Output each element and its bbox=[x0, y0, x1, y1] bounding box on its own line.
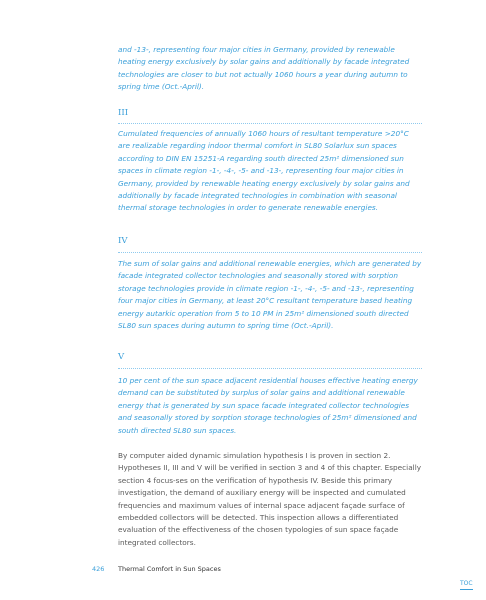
section-divider bbox=[118, 368, 422, 369]
section-numeral-v: V bbox=[118, 352, 125, 362]
section-divider bbox=[118, 252, 422, 253]
page-number: 426 bbox=[92, 565, 105, 573]
section-numeral-iv: IV bbox=[118, 236, 128, 246]
body-paragraph: By computer aided dynamic simulation hypothesis I is proven in section 2. Hypotheses II, III and V will be verified in section 3 and 4 of this chapter. Especially section 4 focus-ses on the verification of hypothesis IV. Beside this primary investigation, the demand of auxiliary energy will be inspected and cumulated frequencies and maximum values of internal space adjacent façade surface of embedded collectors will be detected. This inspection allows a differentiated evaluation of the effectiveness of the chosen typologies of sun space façade integrated collectors. bbox=[118, 451, 422, 547]
hypothesis-block-iii bbox=[118, 128, 422, 215]
hypothesis-text-v: 10 per cent of the sun space adjacent residential houses effective heating energy demand can be substituted by surplus of solar gains and additional renewable energy that is generated by sun space facade integrated collector technologies and seasonally stored by sorption storage technologies of 25m² dimensioned and south directed SL80 sun spaces. bbox=[118, 376, 418, 435]
section-numeral-iii: III bbox=[118, 108, 129, 118]
hypothesis-text-iii: Cumulated frequencies of annually 1060 hours of resultant temperature >20°C are realizable regarding indoor thermal comfort in SL80 Solarlux sun spaces according to DIN EN 15251-A regarding south directed 25m² dimensioned sun spaces in climate region -1-, -4-, -5- and -13-, representing four major cities in Germany, provided by renewable heating energy exclusively by solar gains and additionally by facade integrated technologies in combination with seasonal thermal storage technologies in order to generate renewable energies. bbox=[118, 129, 410, 213]
hypothesis-block-iv bbox=[118, 258, 422, 332]
hypothesis-block-v bbox=[118, 375, 422, 437]
running-title: Thermal Comfort in Sun Spaces bbox=[118, 565, 221, 573]
section-divider bbox=[118, 123, 422, 124]
body-paragraph-block bbox=[118, 450, 422, 549]
hypothesis-text-iv: The sum of solar gains and additional renewable energies, which are generated by facade integrated collector technologies and seasonally stored with sorption storage technologies provide in climate region -1-, -4-, -5- and -13-, representing four major cities in Germany, at least 20°C resultant temperature based heating energy autarkic operation from 5 to 10 PM in 25m² dimensioned south directed SL80 sun spaces during autumn to spring time (Oct.-April). bbox=[118, 259, 422, 331]
intro-paragraph-block bbox=[118, 44, 422, 94]
intro-paragraph: and -13-, representing four major cities in Germany, provided by renewable heating energy exclusively by solar gains and additionally by facade integrated technologies are closer to but not actually 1060 hours a year during autumn to spring time (Oct.-April). bbox=[118, 45, 410, 92]
toc-link[interactable]: TOC bbox=[460, 580, 473, 590]
